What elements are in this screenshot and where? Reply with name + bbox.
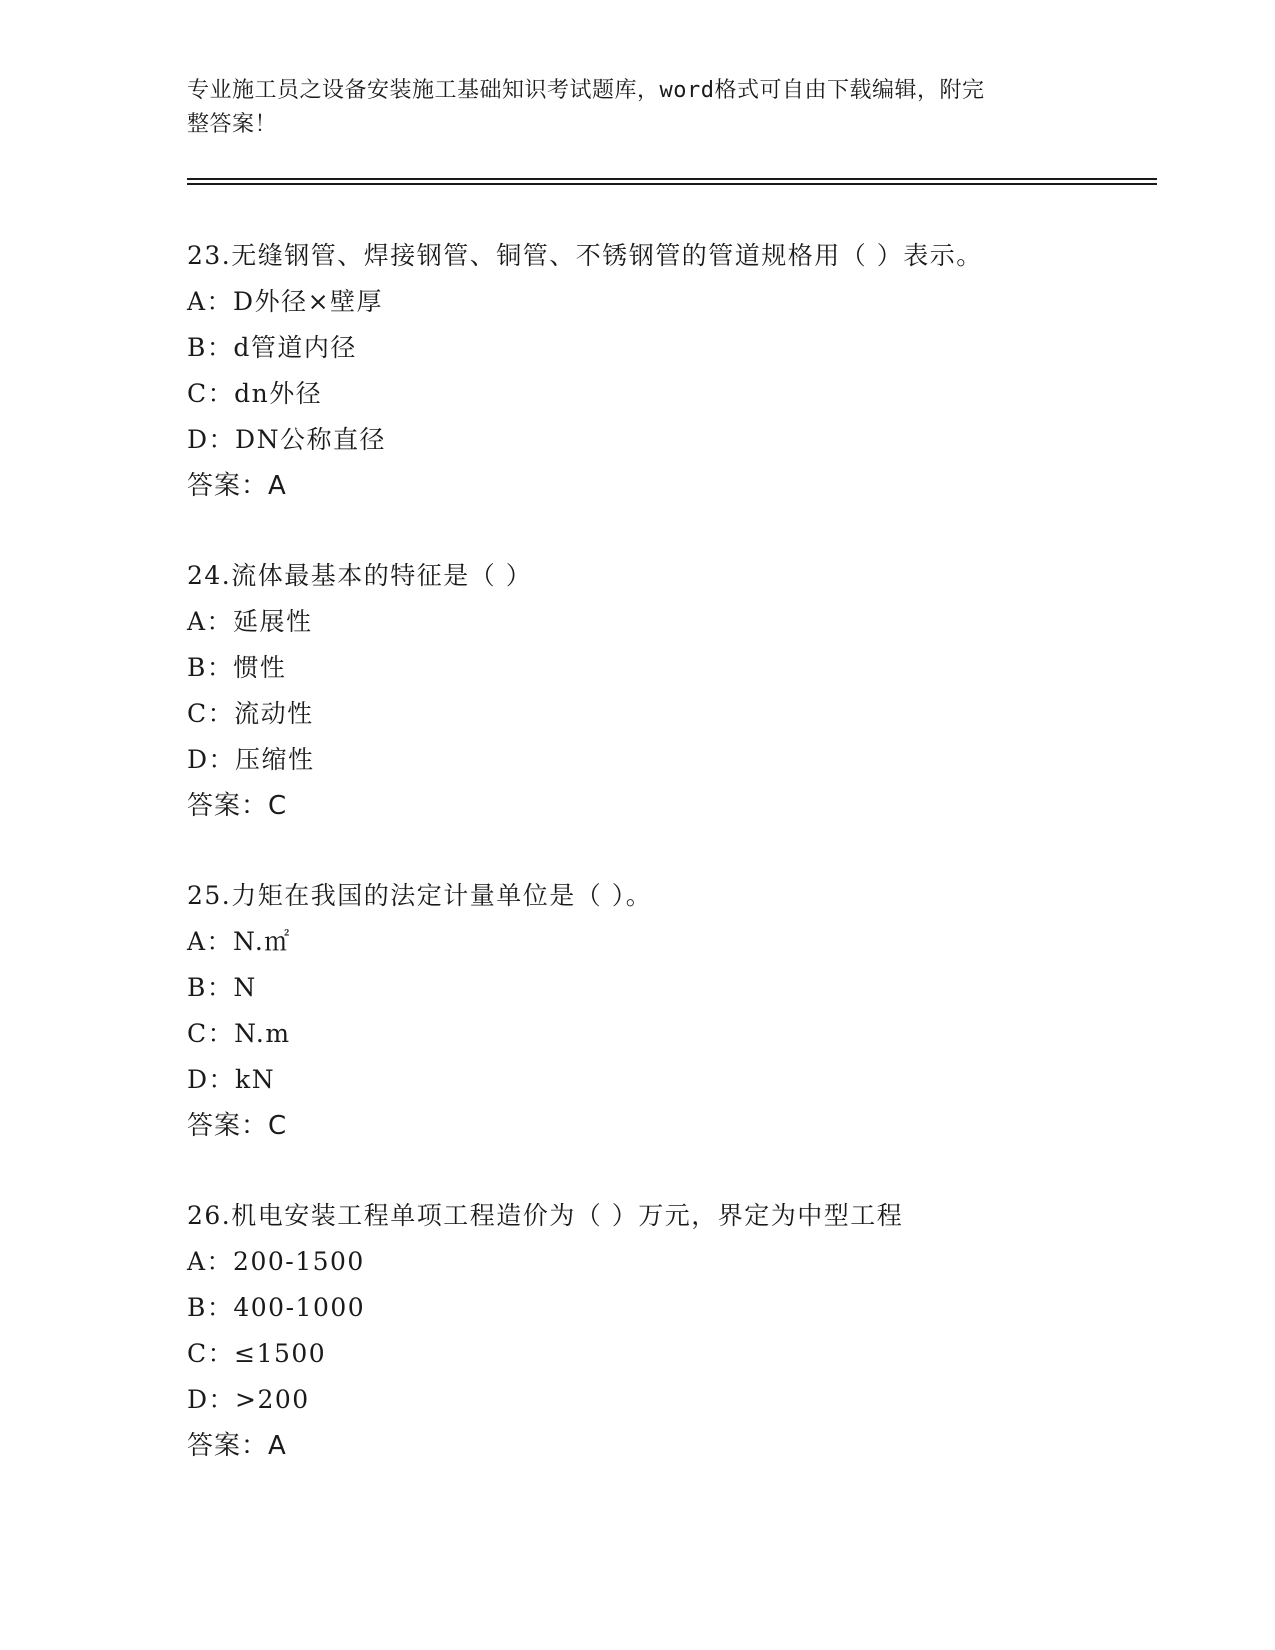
option-c: C：dn外径 [187, 379, 323, 408]
answer-line: 答案：C [187, 1111, 288, 1141]
option-a: A：200-1500 [187, 1247, 365, 1276]
answer-line: 答案：C [187, 791, 288, 821]
header-line-2: 整答案！ [187, 112, 278, 137]
option-d: D：kN [187, 1065, 276, 1094]
option-b: B：400-1000 [187, 1293, 366, 1322]
question-25 [187, 873, 1147, 1193]
option-a: A：延展性 [187, 607, 313, 636]
header-divider-bottom [187, 183, 1157, 185]
question-23 [187, 233, 1147, 553]
answer-line: 答案：A [187, 1431, 287, 1461]
option-c: C：流动性 [187, 699, 314, 728]
option-b: B：N [187, 973, 257, 1002]
question-stem: 23.无缝钢管、焊接钢管、铜管、不锈钢管的管道规格用（ ）表示。 [187, 241, 983, 270]
question-stem: 26.机电安装工程单项工程造价为（ ）万元，界定为中型工程 [187, 1201, 904, 1230]
question-26 [187, 1193, 1147, 1513]
answer-line: 答案：A [187, 471, 287, 501]
header-line-1: 专业施工员之设备安装施工基础知识考试题库，word格式可自由下载编辑，附完 [187, 78, 985, 103]
question-list [187, 233, 1147, 1513]
question-stem: 25.力矩在我国的法定计量单位是（ ）。 [187, 881, 653, 910]
option-a: A：N.㎡ [187, 927, 291, 956]
option-c: C：N.m [187, 1019, 291, 1048]
option-b: B：惯性 [187, 653, 287, 682]
document-header-note [187, 74, 1087, 142]
option-d: D：DN公称直径 [187, 425, 386, 454]
option-d: D：>200 [187, 1385, 310, 1414]
option-d: D：压缩性 [187, 745, 315, 774]
option-a: A：D外径×壁厚 [187, 287, 384, 316]
question-24 [187, 553, 1147, 873]
option-b: B：d管道内径 [187, 333, 357, 362]
question-stem: 24.流体最基本的特征是（ ） [187, 561, 533, 590]
option-c: C：≤1500 [187, 1339, 327, 1368]
header-divider-top [187, 178, 1157, 180]
